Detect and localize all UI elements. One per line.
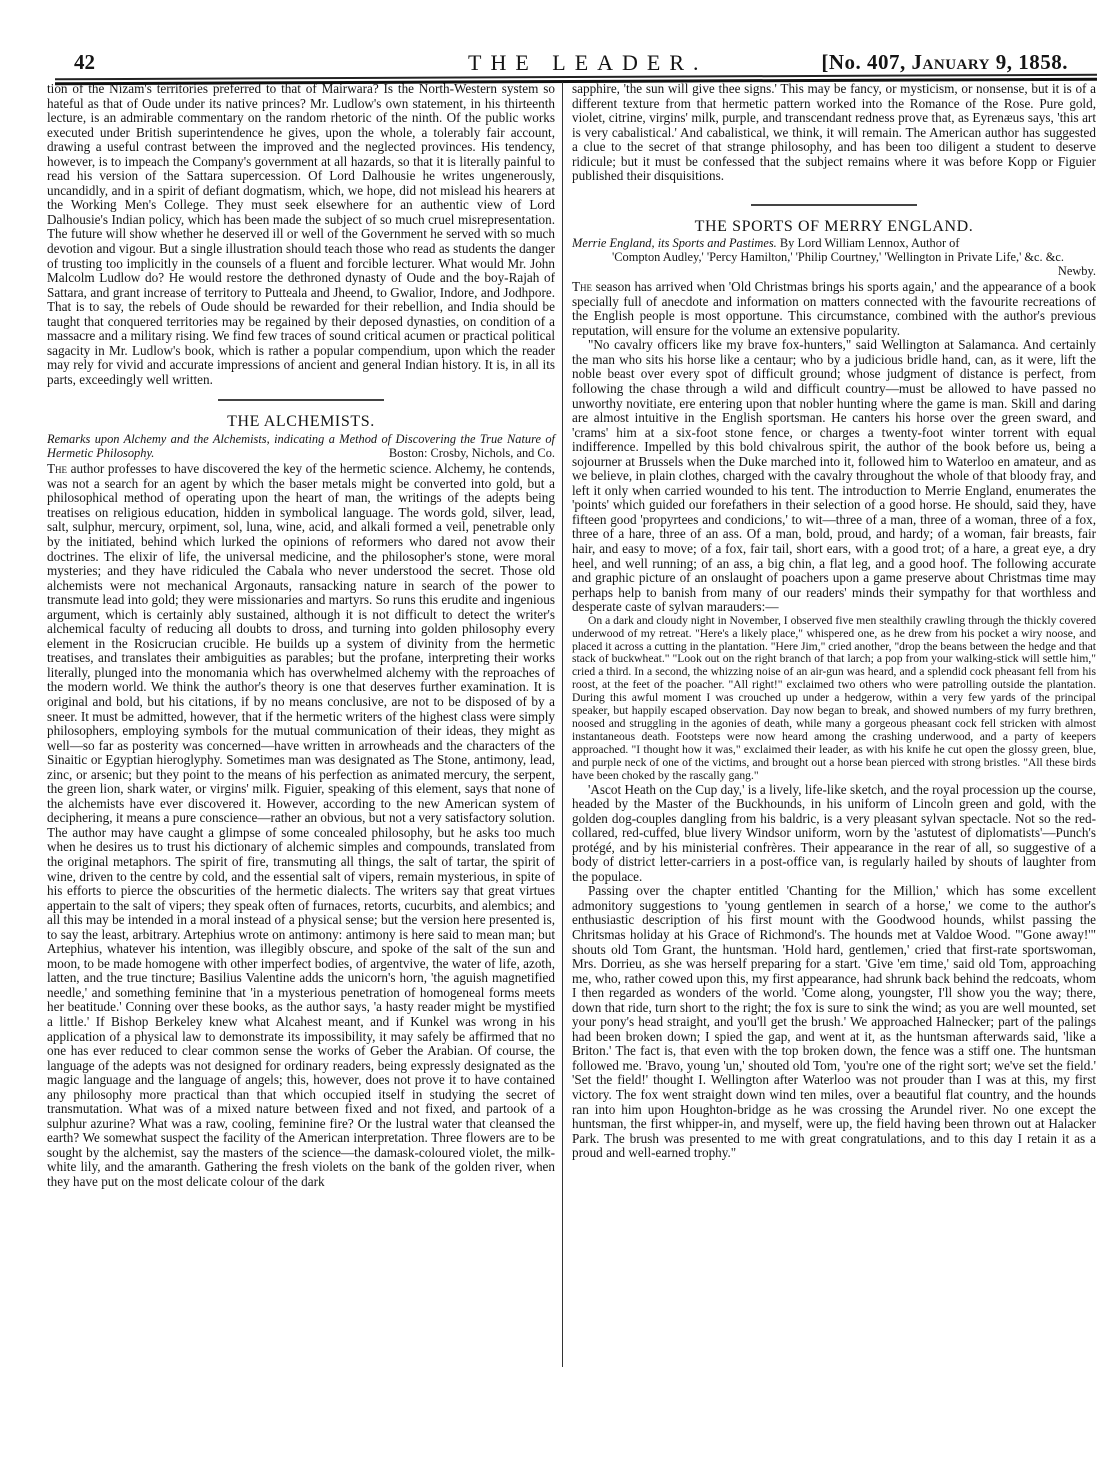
masthead bbox=[48, 50, 1068, 76]
issue-prefix: [No. 407, bbox=[821, 50, 912, 74]
book-works: 'Compton Audley,' 'Percy Hamilton,' 'Philip Courtney,' 'Wellington in Private Life,' &c. &c. Newby. bbox=[612, 249, 1096, 278]
lead-word: The bbox=[572, 279, 593, 295]
article-paragraph-3: 'Ascot Heath on the Cup day,' is a lively, life-like sketch, and the royal procession up the course, headed by the Master of the Buckhounds, in his uniform of Lincoln green and gold, with the golden dog-couples dangling from his baldric, is a very pleasant sylvan spectacle. Not so the red-collared, red-cuffed, blue livery Windsor uniform, worn by the 'astutest of diplomatists'—Punch's protégé, and by his ministerial confrères. Their appearance in the rear of all, so suggestive of a body of district letter-carriers in a post-office van, is regularly hailed by shouts of laughter from the populace. bbox=[572, 781, 1096, 884]
publisher: Boston: Crosby, Nichols, and Co. bbox=[388, 445, 555, 460]
book-citation bbox=[572, 237, 1096, 278]
book-author: By Lord William Lennox, Author of bbox=[776, 236, 960, 251]
article-paragraph-2: "No cavalry officers like my brave fox-hunters," said Wellington at Salamanca. And certainly the man who sits his horse like a centaur; who by a judicious bridle hand, can, as it were, lift the noble beast over every spot of difficult ground; whose judgment of distance is perfect, from following the chase through a wild and difficult country—must be allowed to have passed no unworthy novitiate, ere entering upon that nobler hunting where the game is man. Skill and daring are almost intuitive in the English sportsman. He canters his horse over the green sward, and 'crams' him at a six-foot stone fence, or charges a twenty-foot winter torrent with equal indifference. Impelled by this bold chivalrous spirit, the author of the book before us, being a sojourner at Brussels when the Duke marched into it, followed him to Waterloo en amateur, and as we believe, in plain clothes, charged with the cavalry throughout the whole of that bloody fray, and left it only when carried wounded to his tent. The introduction to Merrie England, enumerates the 'points' which guided our forefathers in their selection of a good horse. He should, said they, have fifteen good 'propyrtees and condicions,' to wit—three of a man, three of a woman, three of a fox, three of a hare, three of an ass. Of a man, bold, proud, and hardy; of a woman, fair breasts, fair hair, and easy to move; of a fox, fair tail, short ears, with a good trot; of a hare, a great eye, a dry heel, and well running; of an ass, a big chin, a flat leg, and a good hoof. The following accurate and graphic picture of an onslaught of poachers upon a game preserve about Christmas time may perhaps help to banish from many of our readers' minds their sympathy for that worthless and desperate caste of sylvan marauders:— bbox=[572, 337, 1096, 615]
article-paragraph-1: The season has arrived when 'Old Christmas brings his sports again,' and the appearance of a book specially full of anecdote and information on matters connected with the favourite recreations of the English people is most opportune. This circumstance, combined with the author's previous reputation, will ensure for the volume an extensive popularity. bbox=[572, 279, 1096, 338]
article-title-sports: THE SPORTS OF MERRY ENGLAND. bbox=[694, 217, 974, 235]
continued-review-text: sapphire, 'the sun will give thee signs.' This may be fancy, or mysticism, or nonsense, but it is of a different texture from that hermetic pattern worked into the Romance of the Rose. Pure gold, violet, citrine, virgins' milk, purple, and transcendant redness prove that, as Eyrenæus says, 'this art is very cabalistical.' And cabalistical, we think, it will remain. The American author has suggested a clue to the secret of that strange philosophy, and has been too diligent a student to deserve ridicule; but it must be confessed that the subject remains where it was before Kopp or Figuier published their disquisitions. bbox=[572, 81, 1096, 184]
issue-month: January bbox=[911, 50, 990, 74]
book-title: Remarks upon Alchemy and the Alchemists, indicating a Method of Discovering the True Nature of Hermetic Philosophy. bbox=[47, 432, 555, 460]
section-rule bbox=[218, 399, 384, 401]
publisher: Newby. bbox=[1057, 263, 1096, 278]
book-title: Merrie England, its Sports and Pastimes. bbox=[572, 236, 777, 251]
issue-date: 9, 1858. bbox=[990, 50, 1068, 74]
quoted-extract: On a dark and cloudy night in November, I observed five men stealthily crawling through the thickly covered underwood of my retreat. "Here's a likely place," whispered one, as he drew from his pocket a wiry noose, and placed it across a cutting in the plantation. "Here Jim," cried another, "drop the beans between the hedge and that stack of buckwheat." "Look out on the right branch of that larch; a pop from your walking-stick will settle him," cried a third. In a second, the whizzing noise of an air-gun was heard, and a splendid cock pheasant fell from his roost, at the feet of the poacher. "All right!" exclaimed two others who were patrolling outside the plantation. During this awful moment I was crouched up under a hedgerow, within a very few yards of the principal speaker, but happily escaped observation. Day now began to break, and showed numbers of my furry brethren, noosed and struggling in the agonies of death, while many a gorgeous pheasant cock fell stricken with almost instantaneous death. Footsteps were now heard among the crashing underwood, and a party of keepers approached. "I thought how it was," exclaimed their leader, as with his knife he cut open the glossy green, blue, and purple neck of one of the victims, and brought out a horse bean pierced with strong bristles. "All these birds have been choked by the rascally gang." bbox=[572, 613, 1096, 782]
section-rule bbox=[751, 204, 917, 206]
article-body-text: author professes to have discovered the key of the hermetic science. Alchemy, he contends, was not a search for an agent by which the baser metals might be converted into gold, but a philosophical method of operating upon the heart of man, the writings of the adepts being treatises on religious education, hidden in symbolical language. The words gold, silver, lead, salt, sulphur, mercury, orpiment, sol, luna, wine, acid, and alkali formed a veil, penetrable only by the initiated, behind which lurked the opinions of reformers who dared not avow their doctrines. The elixir of life, the universal medicine, and the philosopher's stone, were moral mysteries; and they have ridiculed the Cabala who never understood the secret. Those old alchemists were not mechanical Argonauts, ransacking nature in search of the power to transmute lead into gold; they were missionaries and martyrs. So runs this erudite and ingenious argument, which is certainly ably sustained, although it is not difficult to detect the writer's alchemical faculty of reducing all doubts to dross, and turning into golden philosophy every element in the Rosicrucian crucible. He builds up a system of divinity from the hermetic treatises, and translates their ambiguities as parables; but the profane, interpreting their works literally, plunged into the monomania which has overwhelmed alchemy with the reproaches of the modern world. We think the author's theory is one that deserves further examination. It is original and bold, but his citations, if by no means conclusive, are not to be disposed of by a sneer. It must be admitted, however, that if the hermetic writers of the highest class were simply philosophers, employing symbols for the mutual communication of their ideas, they might as well—so far as posterity was concerned—have written in arrowheads and the characters of the Sinaitic or Egyptian hieroglyphy. Sometimes man was designated as The Stone, antimony, lead, zinc, or arsenic; but they point to the means of his perfection as animated mercury, the serpent, the green lion, shark water, or virgins' milk. Figuier, speaking of this element, says that none of the alchemists have ever discovered it. However, according to the new American system of deciphering, it means a pure conscience—rather an obvious, but not a very satisfactory solution. The author may have caught a glimpse of some concealed philosophy, but he asks too much when he desires us to trust his dictionary of alchemic simples and compounds, translated from the original metaphors. The spirit of fire, transmuting all things, the salt of tartar, the spirit of wine, driven to the centre by cold, and the essential salt of vipers, remain mysterious, in spite of his efforts to pierce the obscurities of the hermetic dialects. The writers say that great virtues appertain to the salt of vipers; they speak often of furnaces, retorts, cucurbits, and alembics; and all this may be intended in a moral instead of a physical sense; but the version here presented is, to say the least, arbitrary. Artephius wrote on antimony: antimony is here said to mean man; but Artephius, whatever his intention, was illegibly obscure, and spoke of the salt of the sun and moon, to be made homogene with other imperfect bodies, of argentvive, the water of life, azoth, latten, and the true tincture; Basilius Valentine adds the unicorn's horn, 'the aguish magnetified needle,' and something feminine that 'in a mysterious penetration of homogeneal forms meets her beatitude.' Conning over these books, as the author says, 'a hasty reader might be mystified a little.' If Bishop Berkeley knew what Alcahest meant, and if Kunkel was wrong in his application of a physical law to demonstrate its impossibility, it may safely be affirmed that no one has ever reduced to clear common sense the works of Geber the Arabian. Of course, the language of the adepts was not designed for ordinary readers, being expressly designated as the magic language and the language of angels; this, however, does not prove it to have contained any philosophy more practical than that which occupied itself in studying the secret of transmutation. What was of a mixed nature between fixed and not fixed, and partook of a sulphur azurine? What was a raw, cooling, feminine fire? Or the lustral water that cleansed the earth? We somewhat suspect the facility of the American interpretation. Three flowers are to be sought by the alchemist, say the masters of the science—the damask-coloured violet, the milk-white lily, and the amaranth. Gathering the fresh violets on the bank of the golden river, when they have put on the most delicate colour of the dark bbox=[47, 461, 555, 1190]
page-number: 42 bbox=[74, 50, 95, 74]
book-citation bbox=[47, 433, 555, 460]
left-column bbox=[47, 82, 555, 1190]
lead-word: The bbox=[47, 461, 68, 477]
continued-review-text: tion of the Nizam's territories preferred to that of Mairwara? Is the North-Western system so hateful as that of Oude under its native princes? Mr. Ludlow's own statement, in his thirteenth lecture, is an admirable commentary on the random rhetoric of the ninth. Of the public works executed under British superintendence he gives, upon the whole, a tolerably fair account, drawing a useful contrast between the improved and the neglected provinces. His tendency, however, is to impeach the Company's government at all hazards, so that it is literally painful to read his version of the Sattara supercession. Of Lord Dalhousie he writes ungenerously, uncandidly, and in a spirit of defiant dogmatism, which, we hope, did not mislead his hearers at the Working Men's College. They must seek elsewhere for an authentic view of Lord Dalhousie's Indian policy, which has been made the subject of so much cruel misrepresentation. The future will show whether he deserved ill or well of the Government he served with so much devotion and vigour. But a single illustration should teach those who read as students the danger of trusting too implicitly in the counsels of a fluent and forcible lecturer. What would Mr. John Malcolm Ludlow do? He would restore the dethroned dynasty of Oude and the boy-Rajah of Sattara, and grant increase of territory to Putteala and Jheend, to Gwalior, Indore, and Jodhpore. That is to say, the rebels of Oude should be rewarded for their rebellion, and India should be taught that conquered territories may be regained by their deposed dynasties, on condition of a massacre and a military rising. We find few traces of sound critical acumen or practical political sagacity in Mr. Ludlow's book, which is rather a popular compendium, upon which the reader may rely for vivid and accurate impressions of ancient and general Indian history. It is, in all its parts, exceedingly well written. bbox=[47, 81, 555, 387]
article-body-alchemists bbox=[47, 462, 555, 1189]
right-column bbox=[572, 82, 1096, 1161]
column-divider bbox=[562, 82, 563, 1367]
article-title-alchemists: THE ALCHEMISTS. bbox=[227, 413, 375, 431]
newspaper-title: THE LEADER. bbox=[468, 50, 708, 75]
article-paragraph-4: Passing over the chapter entitled 'Chanting for the Million,' which has some excellent admonitory suggestions to 'young gentlemen in search of a horse,' we come to the author's enthusiastic description of his first mount with the Goodwood hounds, whilst passing the Chritsmas holiday at his Grace of Richmond's. The hounds met at Valdoe Wood. "'Gone away!'" shouts old Tom Grant, the huntsman. 'Hold hard, gentlemen,' cried that first-rate sportswoman, Mrs. Dorrieu, as she was herself preparing for a start. 'Give 'em time,' said old Tom, approaching me, who, rather cowed upon this, my first appearance, had shrunk back behind the redcoats, whom I then regarded as wonders of the world. 'Come along, youngster, I'll show you the way; there, down that ride, turn short to the right; the fox is sure to sink the wind; as you are well mounted, set your pony's head straight, and you'll get the brush.' We approached Halnecker; part of the palings had been broken down; I spied the gap, and went at it, as the huntsman afterwards said, 'like a Briton.' The fact is, that even with the top broken down, the fence was a stiff one. The huntsman followed me. 'Bravo, young 'un,' shouted old Tom, 'you're one of the right sort; we've set the field.' 'Set the field!' thought I. Wellington after Waterloo was not prouder than I was at this, my first victory. The fox went straight down wind ten miles, over a beautiful flat country, and the hounds ran into him upon Houghton-bridge as he was crossing the Arundel river. No one except the huntsman, the first whipper-in, and myself, were up, the field having been thrown out at Halacker Park. The brush was presented to me with great congratulations, and to this day I retain it as a proud and well-earned trophy." bbox=[572, 883, 1096, 1161]
issue-line bbox=[821, 50, 1068, 75]
